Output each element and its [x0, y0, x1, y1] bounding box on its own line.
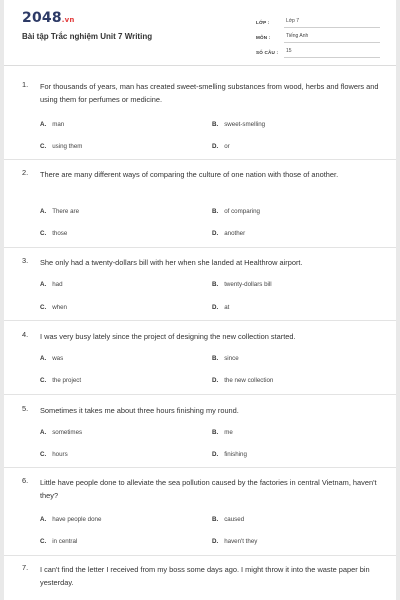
- option-text: those: [52, 230, 68, 237]
- question-number: 4.: [22, 330, 29, 339]
- option-text: of comparing: [224, 208, 260, 215]
- option-letter: A.: [40, 281, 47, 288]
- option-text: since: [224, 355, 239, 362]
- option-text: in central: [52, 538, 78, 545]
- option-letter: C.: [40, 451, 47, 458]
- option-text: caused: [224, 516, 245, 523]
- option-letter: A.: [40, 121, 47, 128]
- option-letter: D.: [212, 451, 219, 458]
- meta-row-count: [256, 43, 380, 58]
- option-c[interactable]: [40, 304, 67, 311]
- option-letter: C.: [40, 230, 47, 237]
- option-text: hours: [52, 451, 68, 458]
- question-number: 7.: [22, 563, 29, 572]
- option-text: using them: [52, 143, 83, 150]
- option-text: the project: [52, 377, 82, 384]
- option-text: was: [52, 355, 64, 362]
- page-title: Bài tập Trắc nghiệm Unit 7 Writing: [22, 32, 153, 41]
- option-letter: A.: [40, 516, 47, 523]
- option-text: finishing: [224, 451, 247, 458]
- option-d[interactable]: [212, 143, 230, 150]
- question-number: 3.: [22, 256, 29, 265]
- option-letter: D.: [212, 377, 219, 384]
- option-letter: C.: [40, 538, 47, 545]
- option-letter: D.: [212, 538, 219, 545]
- option-letter: A.: [40, 355, 47, 362]
- option-text: man: [52, 121, 65, 128]
- option-letter: B.: [212, 355, 219, 362]
- meta-label: MÔN :: [256, 35, 271, 40]
- question-text: Little have people done to alleviate the sea pollution caused by the factories in central Vietnam, haven't they?: [40, 478, 377, 500]
- option-a[interactable]: [40, 355, 63, 362]
- option-b[interactable]: [212, 516, 244, 523]
- question-text: I can't find the letter I received from my boss some days ago. I might throw it into the waste paper bin yesterday.: [40, 565, 370, 587]
- option-text: sweet-smelling: [224, 121, 266, 128]
- option-c[interactable]: [40, 230, 67, 237]
- option-letter: B.: [212, 121, 219, 128]
- option-d[interactable]: [212, 304, 229, 311]
- question-number: 2.: [22, 168, 29, 177]
- option-a[interactable]: [40, 516, 101, 523]
- worksheet-page: [4, 0, 396, 600]
- option-b[interactable]: [212, 355, 239, 362]
- option-text: have people done: [52, 516, 102, 523]
- divider: [4, 159, 396, 160]
- question-text: She only had a twenty-dollars bill with her when she landed at Healthrow airport.: [40, 258, 303, 267]
- option-letter: D.: [212, 143, 219, 150]
- option-text: sometimes: [52, 429, 83, 436]
- question-text: I was very busy lately since the project of designing the new collection started.: [40, 332, 296, 341]
- option-c[interactable]: [40, 538, 77, 545]
- option-letter: C.: [40, 377, 47, 384]
- divider: [4, 555, 396, 556]
- option-a[interactable]: [40, 121, 64, 128]
- option-letter: A.: [40, 208, 47, 215]
- option-letter: B.: [212, 281, 219, 288]
- option-d[interactable]: [212, 230, 245, 237]
- option-text: when: [52, 304, 67, 311]
- option-text: had: [52, 281, 63, 288]
- meta-value: 15: [284, 48, 380, 58]
- option-text: or: [224, 143, 230, 150]
- logo-suffix: .vn: [61, 16, 75, 24]
- question-number: 5.: [22, 404, 29, 413]
- meta-value: Tiếng Anh: [284, 33, 380, 43]
- option-d[interactable]: [212, 538, 257, 545]
- option-letter: C.: [40, 304, 47, 311]
- header: [4, 0, 396, 66]
- divider: [4, 394, 396, 395]
- option-letter: B.: [212, 516, 219, 523]
- option-letter: B.: [212, 429, 219, 436]
- question-number: 1.: [22, 80, 29, 89]
- option-d[interactable]: [212, 377, 273, 384]
- option-letter: D.: [212, 230, 219, 237]
- divider: [4, 320, 396, 321]
- option-d[interactable]: [212, 451, 247, 458]
- option-c[interactable]: [40, 377, 81, 384]
- option-a[interactable]: [40, 281, 63, 288]
- question-text: There are many different ways of comparing the culture of one nation with those of another.: [40, 170, 339, 179]
- option-b[interactable]: [212, 429, 233, 436]
- option-b[interactable]: [212, 121, 265, 128]
- site-logo[interactable]: [22, 10, 75, 26]
- option-b[interactable]: [212, 208, 260, 215]
- question-text: Sometimes it takes me about three hours finishing my round.: [40, 406, 239, 415]
- meta-value: Lớp 7: [284, 18, 380, 28]
- meta-info: [256, 13, 380, 58]
- option-letter: A.: [40, 429, 47, 436]
- question-number: 6.: [22, 476, 29, 485]
- option-text: at: [224, 304, 230, 311]
- option-text: There are: [52, 208, 80, 215]
- logo-brand: 2048: [22, 10, 62, 26]
- option-text: the new collection: [224, 377, 274, 384]
- option-a[interactable]: [40, 208, 79, 215]
- divider: [4, 247, 396, 248]
- option-c[interactable]: [40, 143, 82, 150]
- option-text: twenty-dollars bill: [224, 281, 272, 288]
- option-c[interactable]: [40, 451, 68, 458]
- meta-label: LỚP :: [256, 20, 270, 25]
- option-letter: C.: [40, 143, 47, 150]
- divider: [4, 467, 396, 468]
- option-b[interactable]: [212, 281, 272, 288]
- option-text: haven't they: [224, 538, 258, 545]
- option-a[interactable]: [40, 429, 82, 436]
- option-text: me: [224, 429, 233, 436]
- question-text: For thousands of years, man has created sweet-smelling substances from wood, herbs and flowers and using them for perfumes or medicine.: [40, 82, 379, 104]
- meta-row-subject: [256, 28, 380, 43]
- option-letter: B.: [212, 208, 219, 215]
- option-text: another: [224, 230, 246, 237]
- meta-label: SỐ CÂU :: [256, 50, 279, 55]
- option-letter: D.: [212, 304, 219, 311]
- meta-row-class: [256, 13, 380, 28]
